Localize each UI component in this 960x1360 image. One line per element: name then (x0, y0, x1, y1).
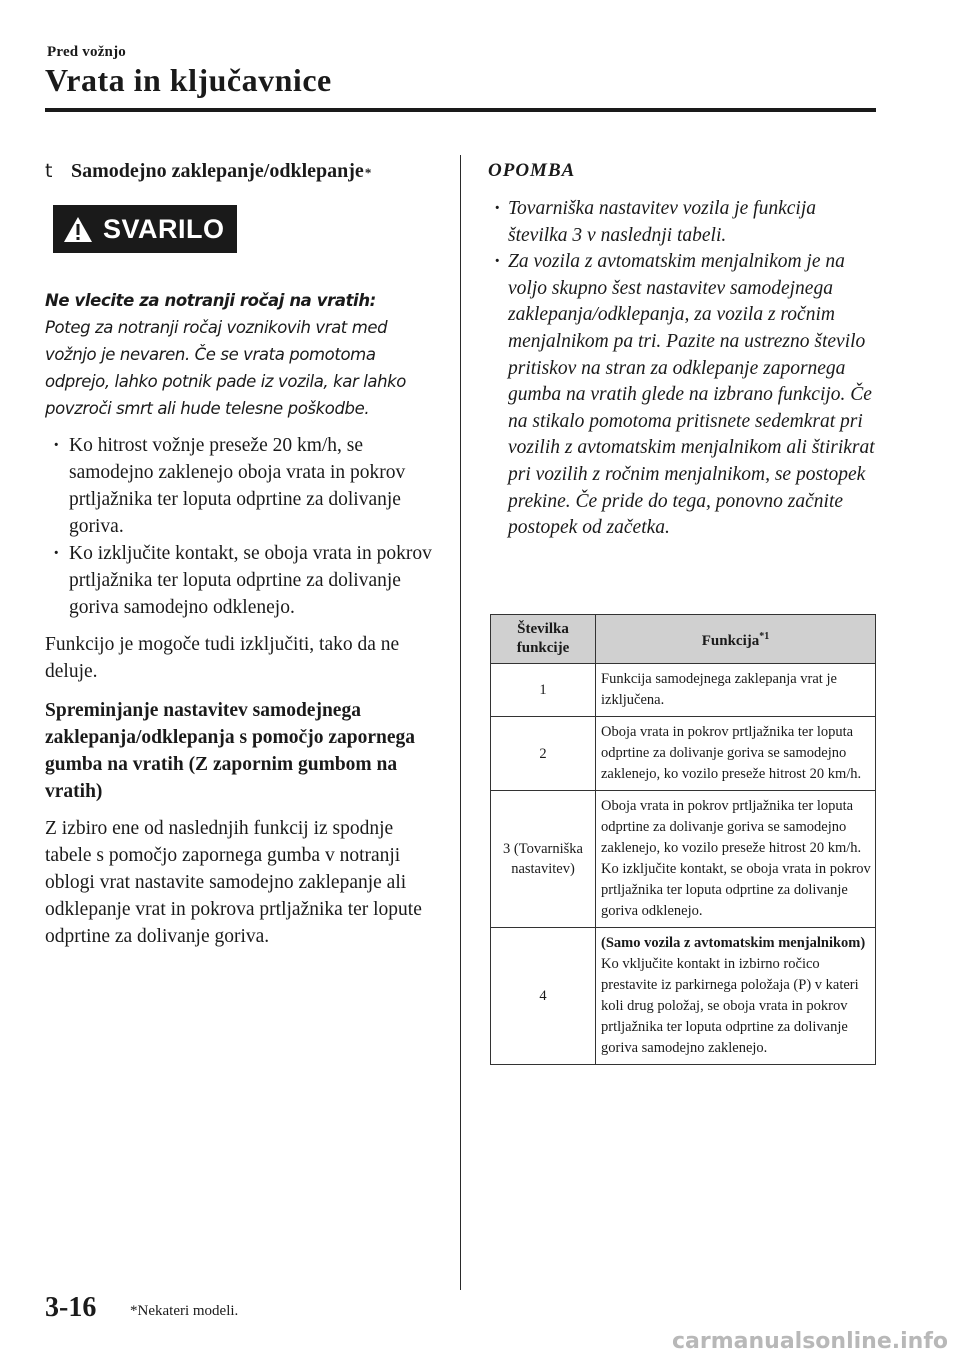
function-number: 1 (491, 664, 596, 717)
warning-badge (53, 205, 237, 253)
function-description-text: Ko vključite kontakt in izbirno ročico prestavite iz parkirnega položaja (P) v kateri koli drug položaj, se oboja vrata in pokrov prtljažnika ter loputa odprtine za dolivanje goriva samodejno zaklenejo. (601, 956, 859, 1056)
table-row (491, 664, 876, 717)
note-title: OPOMBA (488, 160, 576, 181)
note-list (488, 196, 878, 542)
section-heading-text: Samodejno zaklepanje/odklepanje (71, 160, 364, 182)
left-column (45, 160, 440, 950)
column-header-function-mark: *1 (759, 631, 770, 642)
note-item: · Za vozila z avtomatskim menjalnikom je na voljo skupno šest nastavitev samodejnega zaklepanja/odklepanja, za vozila z ročnim menjalnikom pa tri. Pazite na ustrezno število pritiskov na stran za odklepanje zapornega gumba na vratih glede na izbrano funkcijo. Če na stikalo pomotoma pritisnete sedemkrat pri vozilih z avtomatskim menjalnikom ali štirikrat pri vozilih z ročnim menjalnikom, se postopek prekine. Če pride do tega, ponovno začnite postopek od začetka. (488, 249, 878, 542)
column-divider (460, 155, 461, 1290)
page-number: 3-16 (45, 1292, 97, 1323)
footnote: *Nekateri modeli. (130, 1303, 239, 1319)
function-description (596, 928, 876, 1065)
table-row (491, 717, 876, 791)
section-heading-mark: * (364, 165, 372, 180)
function-description: Funkcija samodejnega zaklepanja vrat je izključena. (596, 664, 876, 717)
speed-lock-bullets (45, 432, 440, 621)
function-condition: (Samo vozila z avtomatskim menjalnikom) (601, 935, 866, 951)
list-item: · Ko izključite kontakt, se oboja vrata in pokrov prtljažnika ter loputa odprtine za dolivanje goriva samodejno odklenejo. (45, 540, 440, 621)
warning-triangle-icon (63, 216, 93, 243)
breadcrumb: Pred vožnjo (47, 44, 126, 60)
right-column (488, 160, 878, 542)
list-item: · Ko hitrost vožnje preseže 20 km/h, se samodejno zaklenejo oboja vrata in pokrov prtljažnika ter loputa odprtine za dolivanje goriva. (45, 432, 440, 540)
note-item: · Tovarniška nastavitev vozila je funkcija številka 3 v naslednji tabeli. (488, 196, 878, 249)
column-header-number-line2: funkcije (516, 640, 570, 656)
section-heading (45, 160, 440, 183)
page-title: Vrata in ključavnice (45, 62, 332, 98)
function-description: Oboja vrata in pokrov prtljažnika ter loputa odprtine za dolivanje goriva se samodejno zaklenejo, ko vozilo preseže hitrost 20 km/h. Ko izključite kontakt, se oboja vrata in pokrov prtljažnika ter loputa odprtine za dolivanje goriva odklenejo. (596, 791, 876, 928)
function-number: 2 (491, 717, 596, 791)
function-number: 4 (491, 928, 596, 1065)
paragraph-disable-function: Funkcijo je mogoče tudi izključiti, tako da ne deluje. (45, 634, 400, 682)
paragraph-select-function: Z izbiro ene od naslednjih funkcij iz spodnje tabele s pomočjo zapornega gumba v notranji oblogi vrat nastavite samodejno zaklepanje ali odklepanje vrat in pokrova prtljažnika ter lopute odprtine za dolivanje goriva. (45, 818, 422, 947)
table-header-row (491, 615, 876, 664)
column-header-number (491, 615, 596, 664)
column-header-function (596, 615, 876, 664)
warning-badge-label: SVARILO (103, 213, 225, 244)
function-table (490, 614, 876, 1065)
column-header-number-line1: Številka (517, 621, 569, 637)
function-number: 3 (Tovarniška nastavitev) (491, 791, 596, 928)
title-rule (45, 108, 876, 112)
table-row (491, 791, 876, 928)
warning-body: Poteg za notranji ročaj voznikovih vrat med vožnjo je nevaren. Če se vrata pomotoma odprejo, lahko potnik pade iz vozila, kar lahko povzroči smrt ali hude telesne poškodbe. (45, 318, 407, 418)
warning-heading: Ne vlecite za notranji ročaj na vratih: (45, 291, 376, 310)
watermark: carmanualsonline.info (672, 1329, 948, 1354)
column-header-function-label: Funkcija (701, 633, 760, 649)
function-description: Oboja vrata in pokrov prtljažnika ter loputa odprtine za dolivanje goriva se samodejno zaklenejo, ko vozilo preseže hitrost 20 km/h. (596, 717, 876, 791)
table-row (491, 928, 876, 1065)
subheading-change-settings: Spreminjanje nastavitev samodejnega zaklepanja/odklepanja s pomočjo zapornega gumba na vratih (Z zapornim gumbom na vratih) (45, 700, 415, 802)
section-bullet-glyph: t (45, 160, 53, 182)
